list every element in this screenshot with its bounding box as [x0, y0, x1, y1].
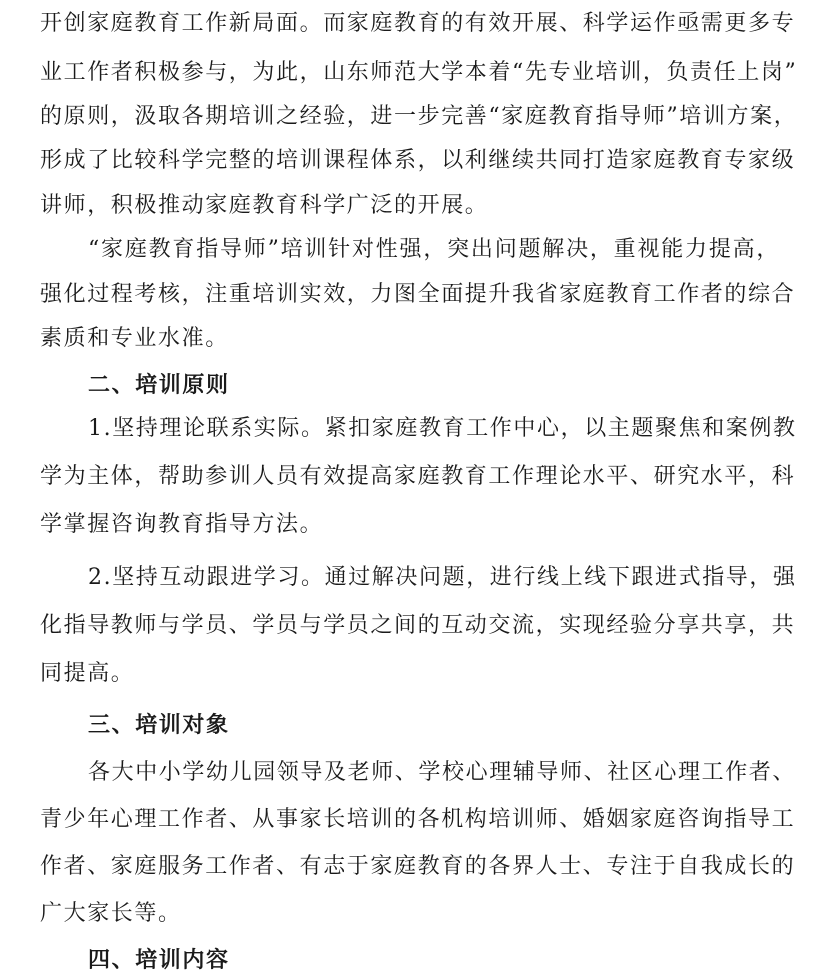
- intro-line-3: 的原则，汲取各期培训之经验，进一步完善“家庭教育指导师”培训方案，: [40, 104, 798, 129]
- target-line-3: 作者、家庭服务工作者、有志于家庭教育的各界人士、专注于自我成长的: [40, 854, 796, 879]
- target-line-2: 青少年心理工作者、从事家长培训的各机构培训师、婚姻家庭咨询指导工: [40, 807, 796, 832]
- principle1-line-1: 1.坚持理论联系实际。紧扣家庭教育工作中心，以主题聚焦和案例教: [88, 416, 797, 441]
- intro-line-5: 讲师，积极推动家庭教育科学广泛的开展。: [40, 193, 489, 218]
- target-line-1: 各大中小学幼儿园领导及老师、学校心理辅导师、社区心理工作者、: [88, 760, 797, 785]
- intro-line-2: 业工作者积极参与，为此，山东师范大学本着“先专业培训，负责任上岗”: [40, 60, 798, 85]
- section-heading-targets: 三、培训对象: [88, 712, 230, 738]
- target-line-4: 广大家长等。: [40, 901, 182, 926]
- section-heading-principles: 二、培训原则: [88, 372, 230, 398]
- principle2-line-1: 2.坚持互动跟进学习。通过解决问题，进行线上线下跟进式指导，强: [88, 565, 797, 590]
- section-heading-content: 四、培训内容: [88, 947, 230, 973]
- principle1-line-3: 学掌握咨询教育指导方法。: [40, 512, 324, 537]
- features-line-3: 素质和专业水准。: [40, 326, 229, 351]
- intro-line-4: 形成了比较科学完整的培训课程体系，以利继续共同打造家庭教育专家级: [40, 148, 796, 173]
- features-line-2: 强化过程考核，注重培训实效，力图全面提升我省家庭教育工作者的综合: [40, 282, 796, 307]
- principle2-line-3: 同提高。: [40, 661, 135, 686]
- principle1-line-2: 学为主体，帮助参训人员有效提高家庭教育工作理论水平、研究水平，科: [40, 464, 796, 489]
- principle2-line-2: 化指导教师与学员、学员与学员之间的互动交流，实现经验分享共享，共: [40, 613, 796, 638]
- intro-line-1: 开创家庭教育工作新局面。而家庭教育的有效开展、科学运作亟需更多专: [40, 11, 796, 36]
- features-line-1: “家庭教育指导师”培训针对性强，突出问题解决，重视能力提高，: [88, 237, 780, 262]
